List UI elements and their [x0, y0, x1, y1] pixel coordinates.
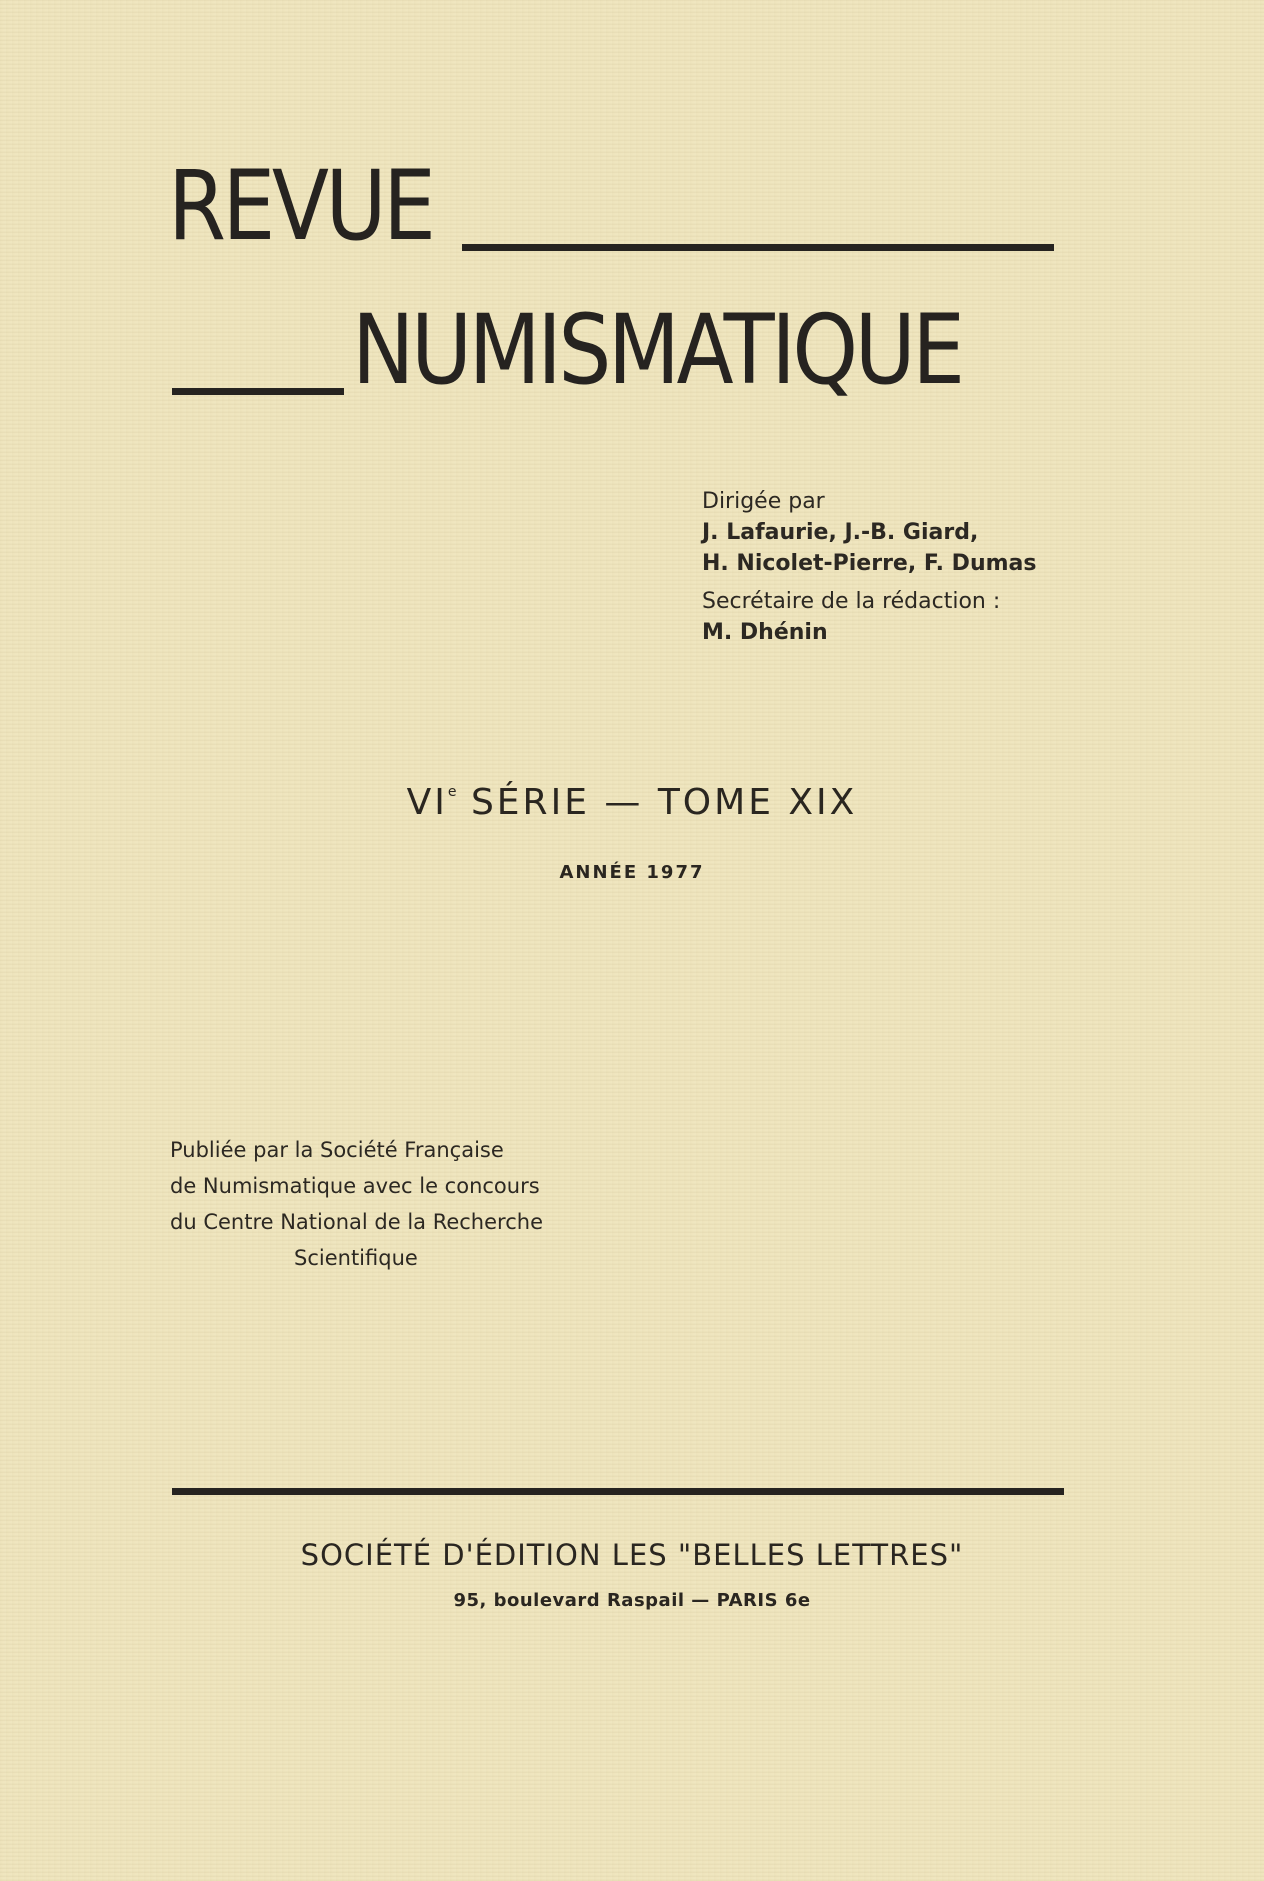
publisher-note-line-2: de Numismatique avec le concours [170, 1174, 540, 1198]
title-rule-upper [462, 244, 1054, 251]
publisher-note-line-3: du Centre National de la Recherche [170, 1210, 543, 1234]
directors-line-1: J. Lafaurie, J.-B. Giard, [702, 520, 979, 545]
year: ANNÉE 1977 [559, 862, 705, 883]
title-rule-lower [172, 388, 344, 395]
publisher-address: 95, boulevard Raspail — PARIS 6e [453, 1590, 811, 1611]
editorial-board [702, 486, 1122, 648]
secretary-label: Secrétaire de la rédaction : [702, 589, 1001, 614]
secretary-name: M. Dhénin [702, 620, 828, 645]
bottom-rule [172, 1488, 1064, 1495]
title-revue: REVUE [168, 150, 433, 262]
series-sup: e [447, 784, 457, 800]
publisher-name: SOCIÉTÉ D'ÉDITION LES "BELLES LETTRES" [300, 1538, 964, 1572]
title-numismatique: NUMISMATIQUE [352, 294, 962, 406]
directed-by-label: Dirigée par [702, 489, 825, 514]
series-roman: VI [406, 782, 448, 823]
series-rest: SÉRIE — TOME XIX [456, 782, 858, 823]
series-tome [0, 782, 1264, 823]
directors-line-2: H. Nicolet-Pierre, F. Dumas [702, 551, 1037, 576]
publisher-note-line-1: Publiée par la Société Française [170, 1138, 504, 1162]
publisher-note [170, 1132, 560, 1276]
publisher-note-line-4: Scientifique [294, 1246, 418, 1270]
